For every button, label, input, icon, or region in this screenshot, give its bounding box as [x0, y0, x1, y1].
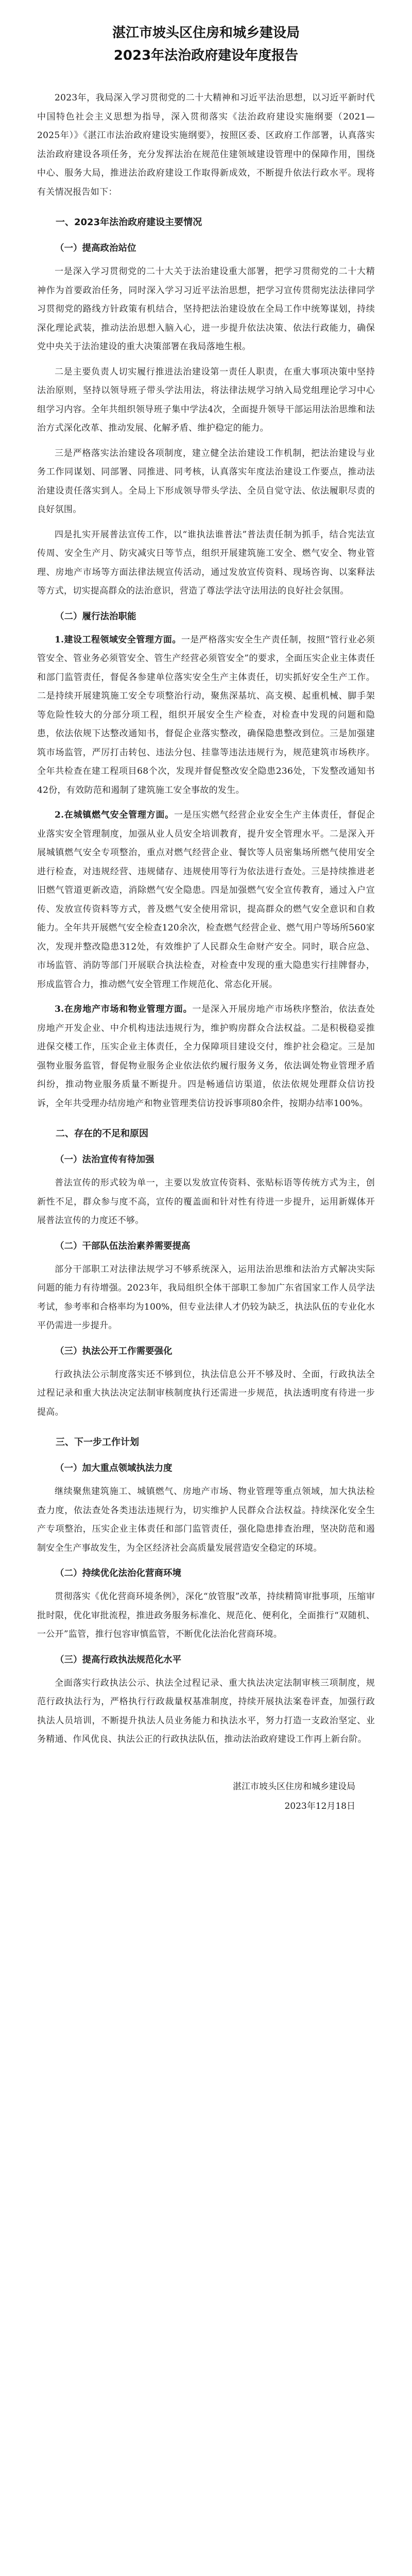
section-1-2-paragraph-1	[37, 631, 375, 800]
report-title	[37, 22, 375, 67]
section-1-2-paragraph-2	[37, 806, 375, 994]
signature-org: 湛江市坡头区住房和城乡建设局	[233, 1781, 355, 1792]
construction-safety-text: 一是严格落实安全生产责任制，按照“管行业必须管安全、管业务必须管安全、管生产经营必须管安全”的要求，全面压实企业主体责任和部门监管责任，督促各参建单位落实安全生产主体责任，切实抓好安全生产工作。二是持续开展建筑施工安全专项整治行动，聚焦深基坑、高支模、起重机械、脚手架等危险性较大的分部分项工程，组织开展安全生产检查，对检查中发现的问题和隐患，依法依规下达整改通知书，督促企业落实整改，确保隐患整改到位。三是加强建筑市场监管，严厉打击转包、违法分包、挂靠等违法违规行为，规范建筑市场秩序。全年共检查在建工程项目68个次，发现并督促整改安全隐患236处，下发整改通知书42份，有效防范和遏制了建筑施工安全事故的发生。	[37, 634, 375, 795]
gas-safety-text: 一是压实燃气经营企业安全生产主体责任，督促企业落实安全管理制度，加强从业人员安全培训教育，提升安全管理水平。二是深入开展城镇燃气安全专项整治，重点对燃气经营企业、餐饮等人员密集场所燃气使用安全进行检查，对违规经营、违规储存、违规使用等行为依法进行查处。三是持续推进老旧燃气管道更新改造，消除燃气安全隐患。四是加强燃气安全宣传教育，通过入户宣传、发放宣传资料等方式，普及燃气安全使用常识，提高群众的燃气安全意识和自救能力。全年共开展燃气安全检查120余次，检查燃气经营企业、燃气用户等场所560家次，发现并整改隐患312处，有效维护了人民群众生命财产安全。同时，联合应急、市场监管、消防等部门开展联合执法检查，对检查中发现的重大隐患实行挂牌督办，形成监管合力，推动燃气安全管理工作规范化、常态化开展。	[37, 810, 375, 990]
section-1-heading: 一、2023年法治政府建设主要情况	[56, 217, 202, 228]
section-2-2-paragraph: 部分干部职工对法律法规学习不够系统深入，运用法治思维和法治方式解决实际问题的能力有待增强。2023年，我局组织全体干部职工参加广东省国家工作人员学法考试，参考率和合格率均为100%，但专业法律人才仍较为缺乏，执法队伍的专业化水平仍需进一步提升。	[37, 1264, 375, 1331]
construction-safety-lead: 1.建设工程领域安全管理方面。	[55, 634, 181, 645]
gas-safety-lead: 2.在城镇燃气安全管理方面。	[55, 810, 174, 820]
section-1-1-paragraph-4: 四是扎实开展普法宣传工作，以“谁执法谁普法”普法责任制为抓手，结合宪法宣传周、安全生产月、防灾减灾日等节点，组织开展建筑施工安全、燃气安全、物业管理、房地产市场等方面法律法规宣传活动，通过发放宣传资料、现场咨询、以案释法等方式，切实提高群众的法治意识，营造了尊法学法守法用法的良好社会氛围。	[37, 529, 375, 596]
section-1-1-paragraph-1: 一是深入学习贯彻党的二十大关于法治建设重大部署，把学习贯彻党的二十大精神作为首要政治任务，同时深入学习习近平法治思想，把学习宣传贯彻宪法法律同学习贯彻党的路线方针政策有机结合，坚持把法治建设放在全局工作中统筹谋划，持续深化理论武装，推动法治思想入脑入心，进一步提升依法决策、依法行政能力，确保党中央关于法治建设的重大决策部署在我局落地生根。	[37, 266, 375, 352]
section-2-1-paragraph: 普法宣传的形式较为单一，主要以发放宣传资料、张贴标语等传统方式为主，创新性不足，群众参与度不高，宣传的覆盖面和针对性有待进一步提升，运用新媒体开展普法宣传的力度还不够。	[37, 1178, 375, 1226]
signature-date: 2023年12月18日	[284, 1801, 355, 1811]
section-2-heading: 二、存在的不足和原因	[56, 1128, 148, 1139]
section-2-1-heading: （一）法治宣传有待加强	[55, 1155, 154, 1165]
section-3-2-heading: （二）持续优化法治化营商环境	[55, 1568, 181, 1579]
section-2-2-heading: （二）干部队伍法治素养需要提高	[55, 1241, 191, 1251]
section-2-3-paragraph: 行政执法公示制度落实还不够到位，执法信息公开不够及时、全面，行政执法全过程记录和重大执法决定法制审核制度执行还需进一步规范，执法透明度有待进一步提高。	[37, 1369, 375, 1417]
section-1-1-heading: （一）提高政治站位	[55, 243, 136, 253]
section-1-1-paragraph-3: 三是严格落实法治建设各项制度，建立健全法治建设工作机制，把法治建设与业务工作同谋划、同部署、同推进、同考核，认真落实年度法治建设工作要点，推动法治建设责任落实到人。全局上下形成领导带头学法、全员自觉守法、依法履职尽责的良好氛围。	[37, 448, 375, 515]
section-1-2-heading: （二）履行法治职能	[55, 611, 136, 622]
section-3-1-heading: （一）加大重点领域执法力度	[55, 1463, 173, 1473]
title-line-2: 2023年法治政府建设年度报告	[113, 48, 299, 63]
section-1-1-paragraph-2: 二是主要负责人切实履行推进法治建设第一责任人职责，在重大事项决策中坚持法治原则，坚持以领导班子带头学法用法，将法律法规学习纳入局党组理论学习中心组学习内容。全年共组织领导班子集中学法4次，全面提升领导干部运用法治思维和法治方式深化改革、推动发展、化解矛盾、维护稳定的能力。	[37, 366, 375, 433]
section-2-3-heading: （三）执法公开工作需要强化	[55, 1346, 173, 1357]
section-3-heading: 三、下一步工作计划	[56, 1437, 139, 1448]
title-line-1: 湛江市坡头区住房和城乡建设局	[112, 25, 300, 41]
section-3-1-paragraph: 继续聚焦建筑施工、城镇燃气、房地产市场、物业管理等重点领域，加大执法检查力度，依法查处各类违法违规行为，切实维护人民群众合法权益。持续深化安全生产专项整治，压实企业主体责任和部门监管责任，强化隐患排查治理，坚决防范和遏制安全生产事故发生，为全区经济社会高质量发展营造安全稳定的环境。	[37, 1486, 375, 1553]
real-estate-text: 一是深入开展房地产市场秩序整治，依法查处房地产开发企业、中介机构违法违规行为，维护购房群众合法权益。二是积极稳妥推进保交楼工作，压实企业主体责任，全力保障项目建设交付，维护社会稳定。三是加强物业服务监管，督促物业服务企业依法依约履行服务义务，依法调处物业管理矛盾纠纷，推动物业服务质量不断提升。四是畅通信访渠道，依法依规处理群众信访投诉，全年共受理办结房地产和物业管理类信访投诉事项80余件，按期办结率100%。	[37, 1004, 375, 1109]
section-3-3-heading: （三）提高行政执法规范化水平	[55, 1654, 181, 1665]
signature-block	[37, 1777, 375, 1816]
real-estate-lead: 3.在房地产市场和物业管理方面。	[55, 1004, 193, 1014]
section-3-2-paragraph: 贯彻落实《优化营商环境条例》，深化“放管服”改革，持续精简审批事项，压缩审批时限，优化审批流程，推进政务服务标准化、规范化、便利化，全面推行“双随机、一公开”监管，推行包容审慎监管，不断优化法治化营商环境。	[37, 1591, 375, 1639]
intro-paragraph: 2023年，我局深入学习贯彻党的二十大精神和习近平法治思想，以习近平新时代中国特色社会主义思想为指导，深入贯彻落实《法治政府建设实施纲要（2021—2025年）》《湛江市法治政府建设实施纲要》，按照区委、区政府工作部署，认真落实法治政府建设各项任务，充分发挥法治在规范住建领域建设管理中的保障作用，围绕中心、服务大局，推进法治政府建设工作取得新成效，不断提升依法行政水平。现将有关情况报告如下：	[37, 93, 375, 197]
section-3-3-paragraph: 全面落实行政执法公示、执法全过程记录、重大执法决定法制审核三项制度，规范行政执法行为，严格执行行政裁量权基准制度，持续开展执法案卷评查，加强行政执法人员培训，不断提升执法人员业务能力和执法水平，努力打造一支政治坚定、业务精通、作风优良、执法公正的行政执法队伍，推动法治政府建设工作再上新台阶。	[37, 1677, 375, 1744]
section-1-2-paragraph-3	[37, 1000, 375, 1113]
